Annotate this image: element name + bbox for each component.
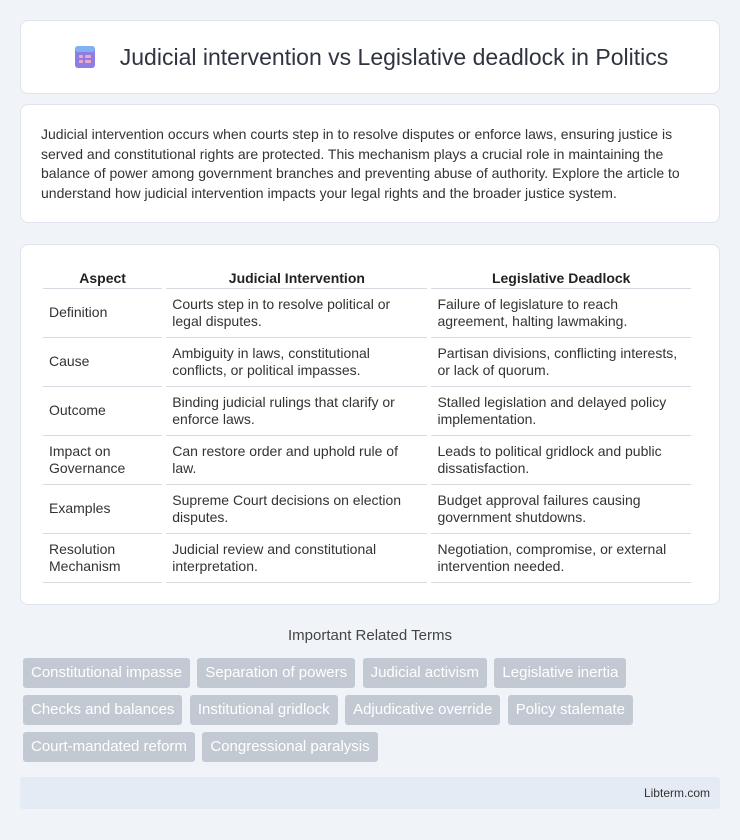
related-term-tag[interactable]: Checks and balances	[23, 695, 182, 725]
related-term-tag[interactable]: Policy stalemate	[508, 695, 633, 725]
column-header-aspect: Aspect	[43, 263, 162, 289]
related-term-tag[interactable]: Judicial activism	[363, 658, 487, 688]
table-cell-legislative: Leads to political gridlock and public dissatisfaction.	[431, 436, 691, 485]
related-term-tag[interactable]: Separation of powers	[197, 658, 355, 688]
document-icon	[72, 44, 98, 70]
related-term-tag[interactable]: Institutional gridlock	[190, 695, 338, 725]
footer	[20, 777, 720, 809]
table-row	[43, 485, 691, 534]
related-term-tag[interactable]: Adjudicative override	[345, 695, 500, 725]
header-card	[20, 20, 720, 94]
table-cell-aspect: Examples	[43, 485, 162, 534]
table-row	[43, 534, 691, 583]
related-term-tag[interactable]: Court-mandated reform	[23, 732, 195, 762]
comparison-table	[39, 263, 695, 583]
table-cell-judicial: Courts step in to resolve political or legal disputes.	[166, 289, 427, 338]
table-cell-judicial: Binding judicial rulings that clarify or enforce laws.	[166, 387, 427, 436]
table-cell-aspect: Cause	[43, 338, 162, 387]
related-terms-tags	[23, 658, 713, 769]
page-title: Judicial intervention vs Legislative deadlock in Politics	[119, 43, 669, 70]
intro-text: Judicial intervention occurs when courts step in to resolve disputes or enforce laws, ensuring justice is served and constitutional rights are protected. This mechanism plays a crucial role in maintaining the balance of power among government branches and preventing abuse of authority. Explore the article to understand how judicial intervention impacts your legal rights and the broader justice system.	[41, 126, 680, 201]
table-cell-legislative: Failure of legislature to reach agreement, halting lawmaking.	[431, 289, 691, 338]
column-header-judicial-intervention: Judicial Intervention	[166, 263, 427, 289]
table-cell-legislative: Partisan divisions, conflicting interests, or lack of quorum.	[431, 338, 691, 387]
table-header-row	[43, 263, 691, 289]
related-term-tag[interactable]: Congressional paralysis	[202, 732, 377, 762]
table-cell-aspect: Definition	[43, 289, 162, 338]
table-cell-aspect: Outcome	[43, 387, 162, 436]
related-term-tag[interactable]: Constitutional impasse	[23, 658, 190, 688]
table-cell-aspect: Impact on Governance	[43, 436, 162, 485]
related-terms-title: Important Related Terms	[288, 627, 452, 644]
table-cell-aspect: Resolution Mechanism	[43, 534, 162, 583]
intro-card	[20, 104, 720, 223]
table-cell-judicial: Ambiguity in laws, constitutional conflicts, or political impasses.	[166, 338, 427, 387]
table-cell-judicial: Supreme Court decisions on election disputes.	[166, 485, 427, 534]
table-row	[43, 338, 691, 387]
related-term-tag[interactable]: Legislative inertia	[494, 658, 626, 688]
table-cell-legislative: Negotiation, compromise, or external intervention needed.	[431, 534, 691, 583]
table-cell-judicial: Judicial review and constitutional interpretation.	[166, 534, 427, 583]
comparison-table-card	[20, 244, 720, 605]
table-row	[43, 436, 691, 485]
table-cell-legislative: Stalled legislation and delayed policy implementation.	[431, 387, 691, 436]
table-cell-legislative: Budget approval failures causing government shutdowns.	[431, 485, 691, 534]
footer-site-link[interactable]: Libterm.com	[643, 786, 710, 800]
table-cell-judicial: Can restore order and uphold rule of law.	[166, 436, 427, 485]
table-row	[43, 387, 691, 436]
column-header-legislative-deadlock: Legislative Deadlock	[431, 263, 691, 289]
table-row	[43, 289, 691, 338]
